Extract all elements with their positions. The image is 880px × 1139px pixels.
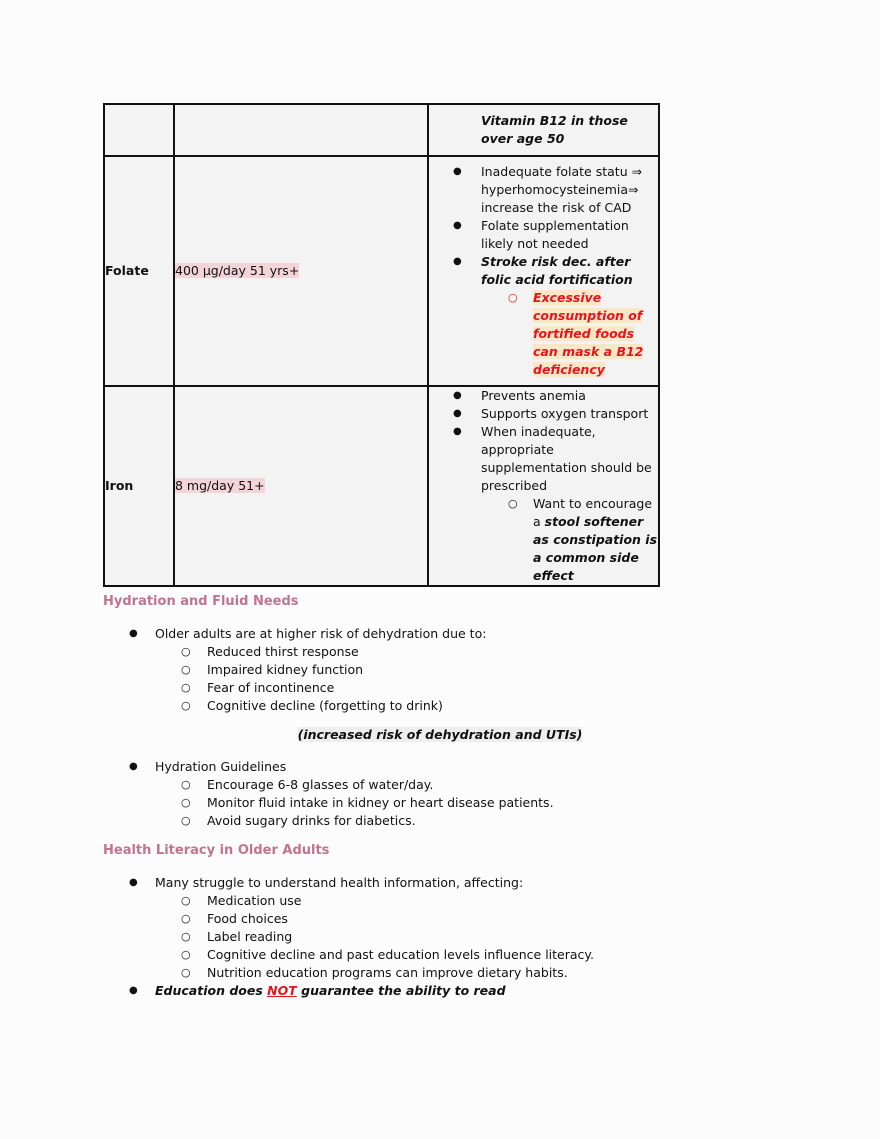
table-row <box>104 386 659 586</box>
amount-cell <box>174 104 428 156</box>
b12-note: Vitamin B12 in those over age 50 <box>481 113 628 146</box>
list-item: ● Inadequate folate statu ⇒ hyperhomocysteinemia⇒ increase the risk of CAD <box>429 163 658 217</box>
literacy-section <box>103 874 703 1000</box>
list-item: ○ Encourage 6-8 glasses of water/day. <box>155 776 703 794</box>
nutrient-name: Iron <box>105 478 134 493</box>
list-item: ● Hydration Guidelines <box>103 758 703 776</box>
list-item: ○ Nutrition education programs can improve dietary habits. <box>155 964 703 982</box>
hydration-list <box>103 625 703 643</box>
dehydration-note <box>0 727 880 742</box>
list-item: ○ Label reading <box>155 928 703 946</box>
reason-list <box>103 643 703 715</box>
iron-notes <box>429 387 658 495</box>
notes-cell <box>428 386 659 586</box>
hydration-heading: Hydration and Fluid Needs <box>103 594 299 609</box>
notes-cell <box>428 104 659 156</box>
list-item: ○ Fear of incontinence <box>155 679 703 697</box>
hydration-reasons <box>103 625 703 715</box>
warning-text: Excessive consumption of fortified foods can mask a B12 deficiency <box>533 290 644 377</box>
notes-cell <box>428 156 659 386</box>
subpoint-emphasis: stool softener as constipation is a common side effect <box>533 514 658 583</box>
hydration-guidelines <box>103 758 703 830</box>
subpoint-text: Want to encourage a <box>533 496 653 529</box>
amount-value: 8 mg/day 51+ <box>175 478 265 493</box>
literacy-list <box>103 874 703 892</box>
amount-cell <box>174 156 428 386</box>
nutrient-cell <box>104 386 174 586</box>
amount-value: 400 µg/day 51 yrs+ <box>175 263 300 278</box>
list-item: ○ Cognitive decline (forgetting to drink) <box>155 697 703 715</box>
list-item <box>103 982 703 1000</box>
list-item: ○ Avoid sugary drinks for diabetics. <box>155 812 703 830</box>
list-item: ● When inadequate, appropriate supplementation should be prescribed <box>429 423 658 495</box>
list-item: ● Prevents anemia <box>429 387 658 405</box>
education-list <box>103 982 703 1000</box>
guidelines-list <box>103 758 703 776</box>
list-item: ● Older adults are at higher risk of dehydration due to: <box>103 625 703 643</box>
list-item: ● Stroke risk dec. after folic acid fortification <box>429 253 658 289</box>
nutrient-table <box>103 103 660 587</box>
nutrient-cell <box>104 104 174 156</box>
edu-text-start: Education does <box>155 983 268 998</box>
note-text: (increased risk of dehydration and UTIs) <box>297 727 583 742</box>
nutrient-name: Folate <box>105 263 149 278</box>
literacy-items <box>103 892 703 982</box>
list-item: ○ Reduced thirst response <box>155 643 703 661</box>
list-item <box>481 289 658 379</box>
list-item <box>481 495 658 585</box>
iron-subnotes <box>429 495 658 585</box>
folate-subnotes <box>429 289 658 379</box>
list-item: ○ Medication use <box>155 892 703 910</box>
list-item: ○ Food choices <box>155 910 703 928</box>
list-item: ○ Impaired kidney function <box>155 661 703 679</box>
amount-cell <box>174 386 428 586</box>
edu-emphasis: NOT <box>267 983 297 998</box>
list-item: ● Supports oxygen transport <box>429 405 658 423</box>
guideline-items <box>103 776 703 830</box>
table-row <box>104 104 659 156</box>
list-item: ● Many struggle to understand health information, affecting: <box>103 874 703 892</box>
folate-notes <box>429 163 658 289</box>
nutrient-cell <box>104 156 174 386</box>
list-item: ● Folate supplementation likely not needed <box>429 217 658 253</box>
list-item: ○ Cognitive decline and past education levels influence literacy. <box>155 946 703 964</box>
list-item: ○ Monitor fluid intake in kidney or heart disease patients. <box>155 794 703 812</box>
edu-text-end: guarantee the ability to read <box>296 983 506 998</box>
literacy-heading: Health Literacy in Older Adults <box>103 843 330 858</box>
table-row <box>104 156 659 386</box>
